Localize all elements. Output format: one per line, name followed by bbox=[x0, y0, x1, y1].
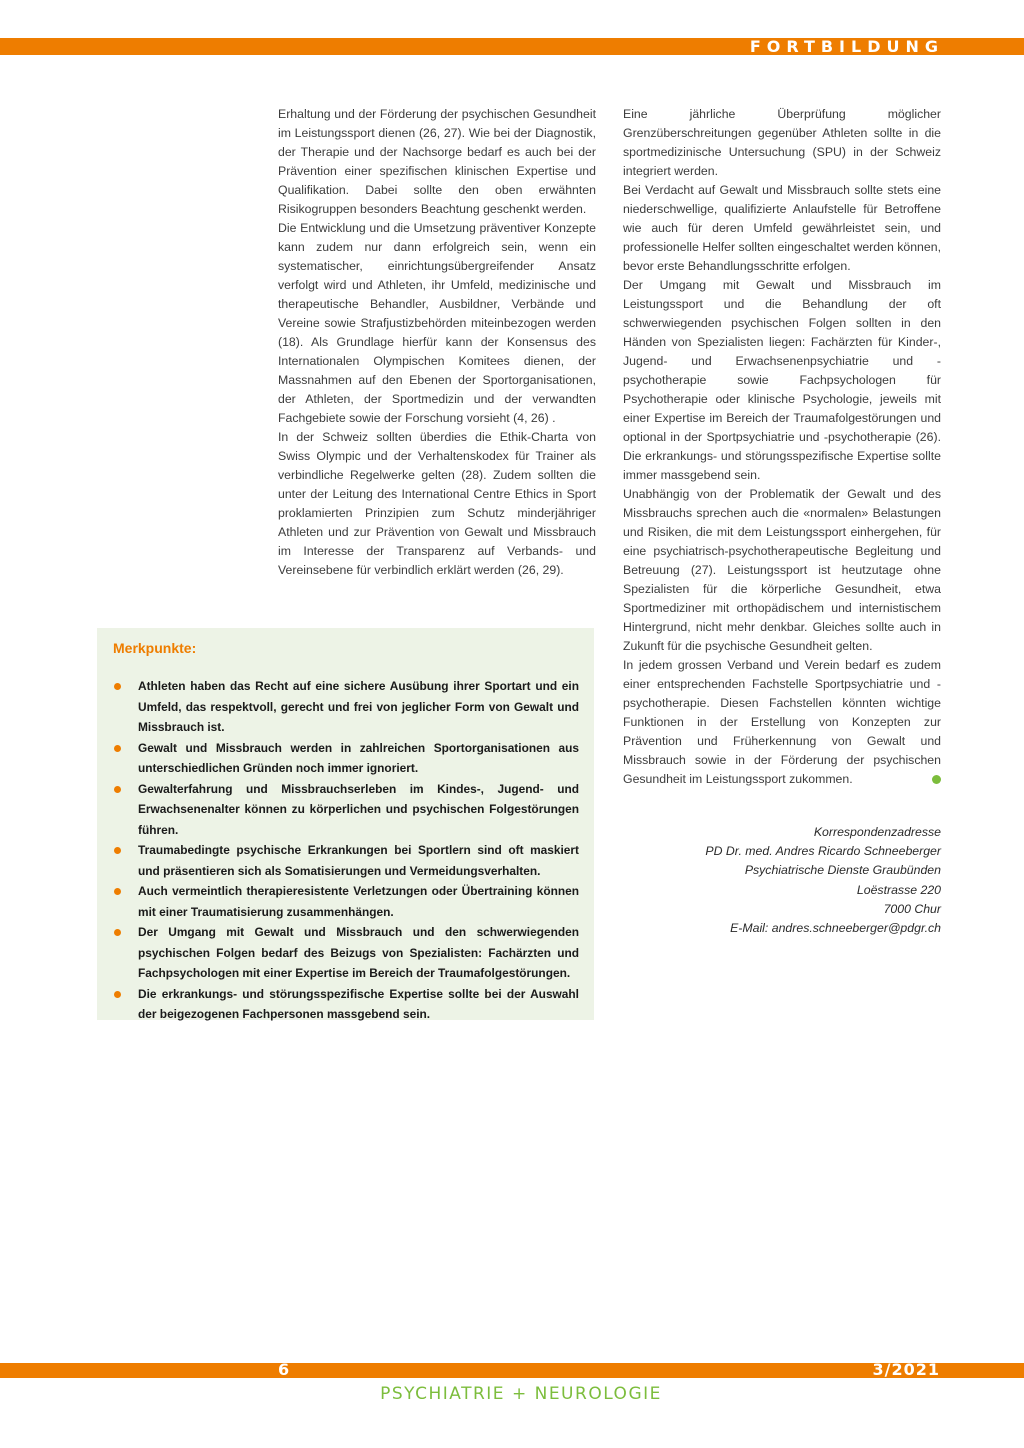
paragraph-last bbox=[623, 656, 941, 789]
merkpunkte-title: Merkpunkte: bbox=[113, 640, 197, 656]
paragraph: Die Entwicklung und die Umsetzung präventiver Konzepte kann zudem nur dann erfolgreich sein, wenn ein systematischer, einrichtungsübergreifender Ansatz verfolgt wird und Athleten, ihr Umfeld, medizinische und therapeutische Behandler, Ausbildner, Verbände und Vereine sowie Strafjustizbehörden miteinbezogen werden (18). Als Grundlage hierfür kann der Konsensus des Internationalen Olympischen Komitees dienen, der Massnahmen auf den Ebenen der Sportorganisationen, der Athleten, der Sportmedizin und der verwandten Fachgebiete sowie der Forschung vorsieht (4, 26) . bbox=[278, 221, 596, 425]
paragraph: Unabhängig von der Problematik der Gewalt und des Missbrauchs sprechen auch die «normalen» Belastungen und Risiken, die mit dem Leistungssport einhergehen, für eine psychiatrisch-psychotherapeutische Begleitung und Betreuung (27). Leistungssport ist heutzutage ohne Spezialisten für die körperliche Gesundheit, etwa Sportmediziner mit orthopädischem und internistischem Hintergrund, nicht mehr denkbar. Gleiches sollte auch in Zukunft für die psychische Gesundheit gelten. bbox=[623, 487, 941, 653]
list-item: Gewalt und Missbrauch werden in zahlreichen Sportorganisationen aus unterschiedlichen Gründen noch immer ignoriert. bbox=[113, 738, 579, 779]
paragraph: Der Umgang mit Gewalt und Missbrauch im Leistungssport und die Behandlung der oft schwerwiegenden psychischen Folgen sollten in den Händen von Spezialisten liegen: Fachärzten für Kinder-, Jugend- und Erwachsenenpsychiatrie und -psychotherapie sowie Fachpsychologen für Psychotherapie oder klinische Psychologie, jeweils mit einer Expertise im Bereich der Traumafolgestörungen und optional in der Sportpsychiatrie und -psychotherapie (26). Die erkrankungs- und störungsspezifische Expertise sollte immer massgebend sein. bbox=[623, 278, 941, 482]
list-item: Auch vermeintlich therapieresistente Verletzungen oder Übertraining können mit einer Traumatisierung zusammenhängen. bbox=[113, 881, 579, 922]
address-heading: Korrespondenzadresse bbox=[813, 825, 941, 839]
bullet-icon bbox=[114, 991, 121, 998]
merkpunkte-list bbox=[113, 676, 579, 1025]
footer-bar bbox=[0, 1363, 1024, 1378]
address-institution: Psychiatrische Dienste Graubünden bbox=[744, 863, 941, 878]
address-email: E-Mail: andres.schneeberger@pdgr.ch bbox=[730, 921, 941, 936]
end-of-article-icon bbox=[932, 775, 941, 784]
paragraph: Bei Verdacht auf Gewalt und Missbrauch sollte stets eine niederschwellige, qualifizierte Anlaufstelle für Betroffene wie auch für deren Umfeld gewährleistet sein, und professionelle Helfer sollten eingeschaltet werden können, bevor erste Behandlungsschritte erfolgen. bbox=[623, 183, 941, 273]
paragraph: Eine jährliche Überprüfung möglicher Grenzüberschreitungen gegenüber Athleten sollte in die sportmedizinische Untersuchung (SPU) in der Schweiz integriert werden. bbox=[623, 107, 941, 178]
bullet-icon bbox=[114, 683, 121, 690]
section-label: FORTBILDUNG bbox=[749, 37, 944, 56]
journal-title: PSYCHIATRIE + NEUROLOGIE bbox=[380, 1384, 662, 1404]
issue-number: 3/2021 bbox=[872, 1360, 940, 1379]
merkpunkte-box bbox=[97, 628, 594, 1020]
correspondence-address bbox=[623, 823, 941, 938]
paragraph-text: In jedem grossen Verband und Verein bedarf es zudem einer entsprechenden Fachstelle Sportpsychiatrie und -psychotherapie. Diesen Fachstellen könnten wichtige Funktionen in der Erstellung von Konzepten zur Prävention und Früherkennung von Gewalt und Missbrauch sowie in der Förderung der psychischen Gesundheit im Leistungssport zukommen. bbox=[623, 658, 941, 786]
paragraph: In der Schweiz sollten überdies die Ethik-Charta von Swiss Olympic und der Verhaltenskodex für Trainer als verbindliche Regelwerke gelten (28). Zudem sollten die unter der Leitung des International Centre Ethics in Sport proklamierten Prinzipien zum Schutz minderjähriger Athleten und zur Prävention von Gewalt und Missbrauch im Interesse der Transparenz auf Verbands- und Vereinsebene für verbindlich erklärt werden (26, 29). bbox=[278, 430, 596, 577]
list-item: Die erkrankungs- und störungsspezifische Expertise sollte bei der Auswahl der beigezogenen Fachpersonen massgebend sein. bbox=[113, 984, 579, 1025]
list-item: Gewalterfahrung und Missbrauchserleben im Kindes-, Jugend- und Erwachsenenalter können zu körperlichen und psychischen Folgestörungen führen. bbox=[113, 779, 579, 841]
right-column bbox=[623, 105, 941, 789]
list-item: Der Umgang mit Gewalt und Missbrauch und den schwerwiegenden psychischen Folgen bedarf des Beizugs von Spezialisten: Fachärzten und Fachpsychologen mit einer Expertise im Bereich der Traumafolgestörungen. bbox=[113, 922, 579, 984]
list-item: Traumabedingte psychische Erkrankungen bei Sportlern sind oft maskiert und präsentieren sich als Somatisierungen und Vermeidungsverhalten. bbox=[113, 840, 579, 881]
address-city: 7000 Chur bbox=[883, 901, 941, 916]
bullet-icon bbox=[114, 888, 121, 895]
bullet-icon bbox=[114, 745, 121, 752]
bullet-icon bbox=[114, 847, 121, 854]
address-name: PD Dr. med. Andres Ricardo Schneeberger bbox=[705, 844, 941, 859]
list-item: Athleten haben das Recht auf eine sichere Ausübung ihrer Sportart und ein Umfeld, das respektvoll, gerecht und frei von jeglicher Form von Gewalt und Missbrauch ist. bbox=[113, 676, 579, 738]
bullet-icon bbox=[114, 929, 121, 936]
bullet-icon bbox=[114, 786, 121, 793]
paragraph: Erhaltung und der Förderung der psychischen Gesundheit im Leistungssport dienen (26, 27). Wie bei der Diagnostik, der Therapie und der Nachsorge bedarf es auch bei der Prävention einer spezifischen klinischen Expertise und Qualifikation. Dabei sollte den oben erwähnten Risikogruppen besonders Beachtung geschenkt werden. bbox=[278, 107, 596, 216]
page-number: 6 bbox=[278, 1360, 290, 1379]
address-street: Loëstrasse 220 bbox=[856, 882, 941, 897]
left-column bbox=[278, 105, 596, 580]
